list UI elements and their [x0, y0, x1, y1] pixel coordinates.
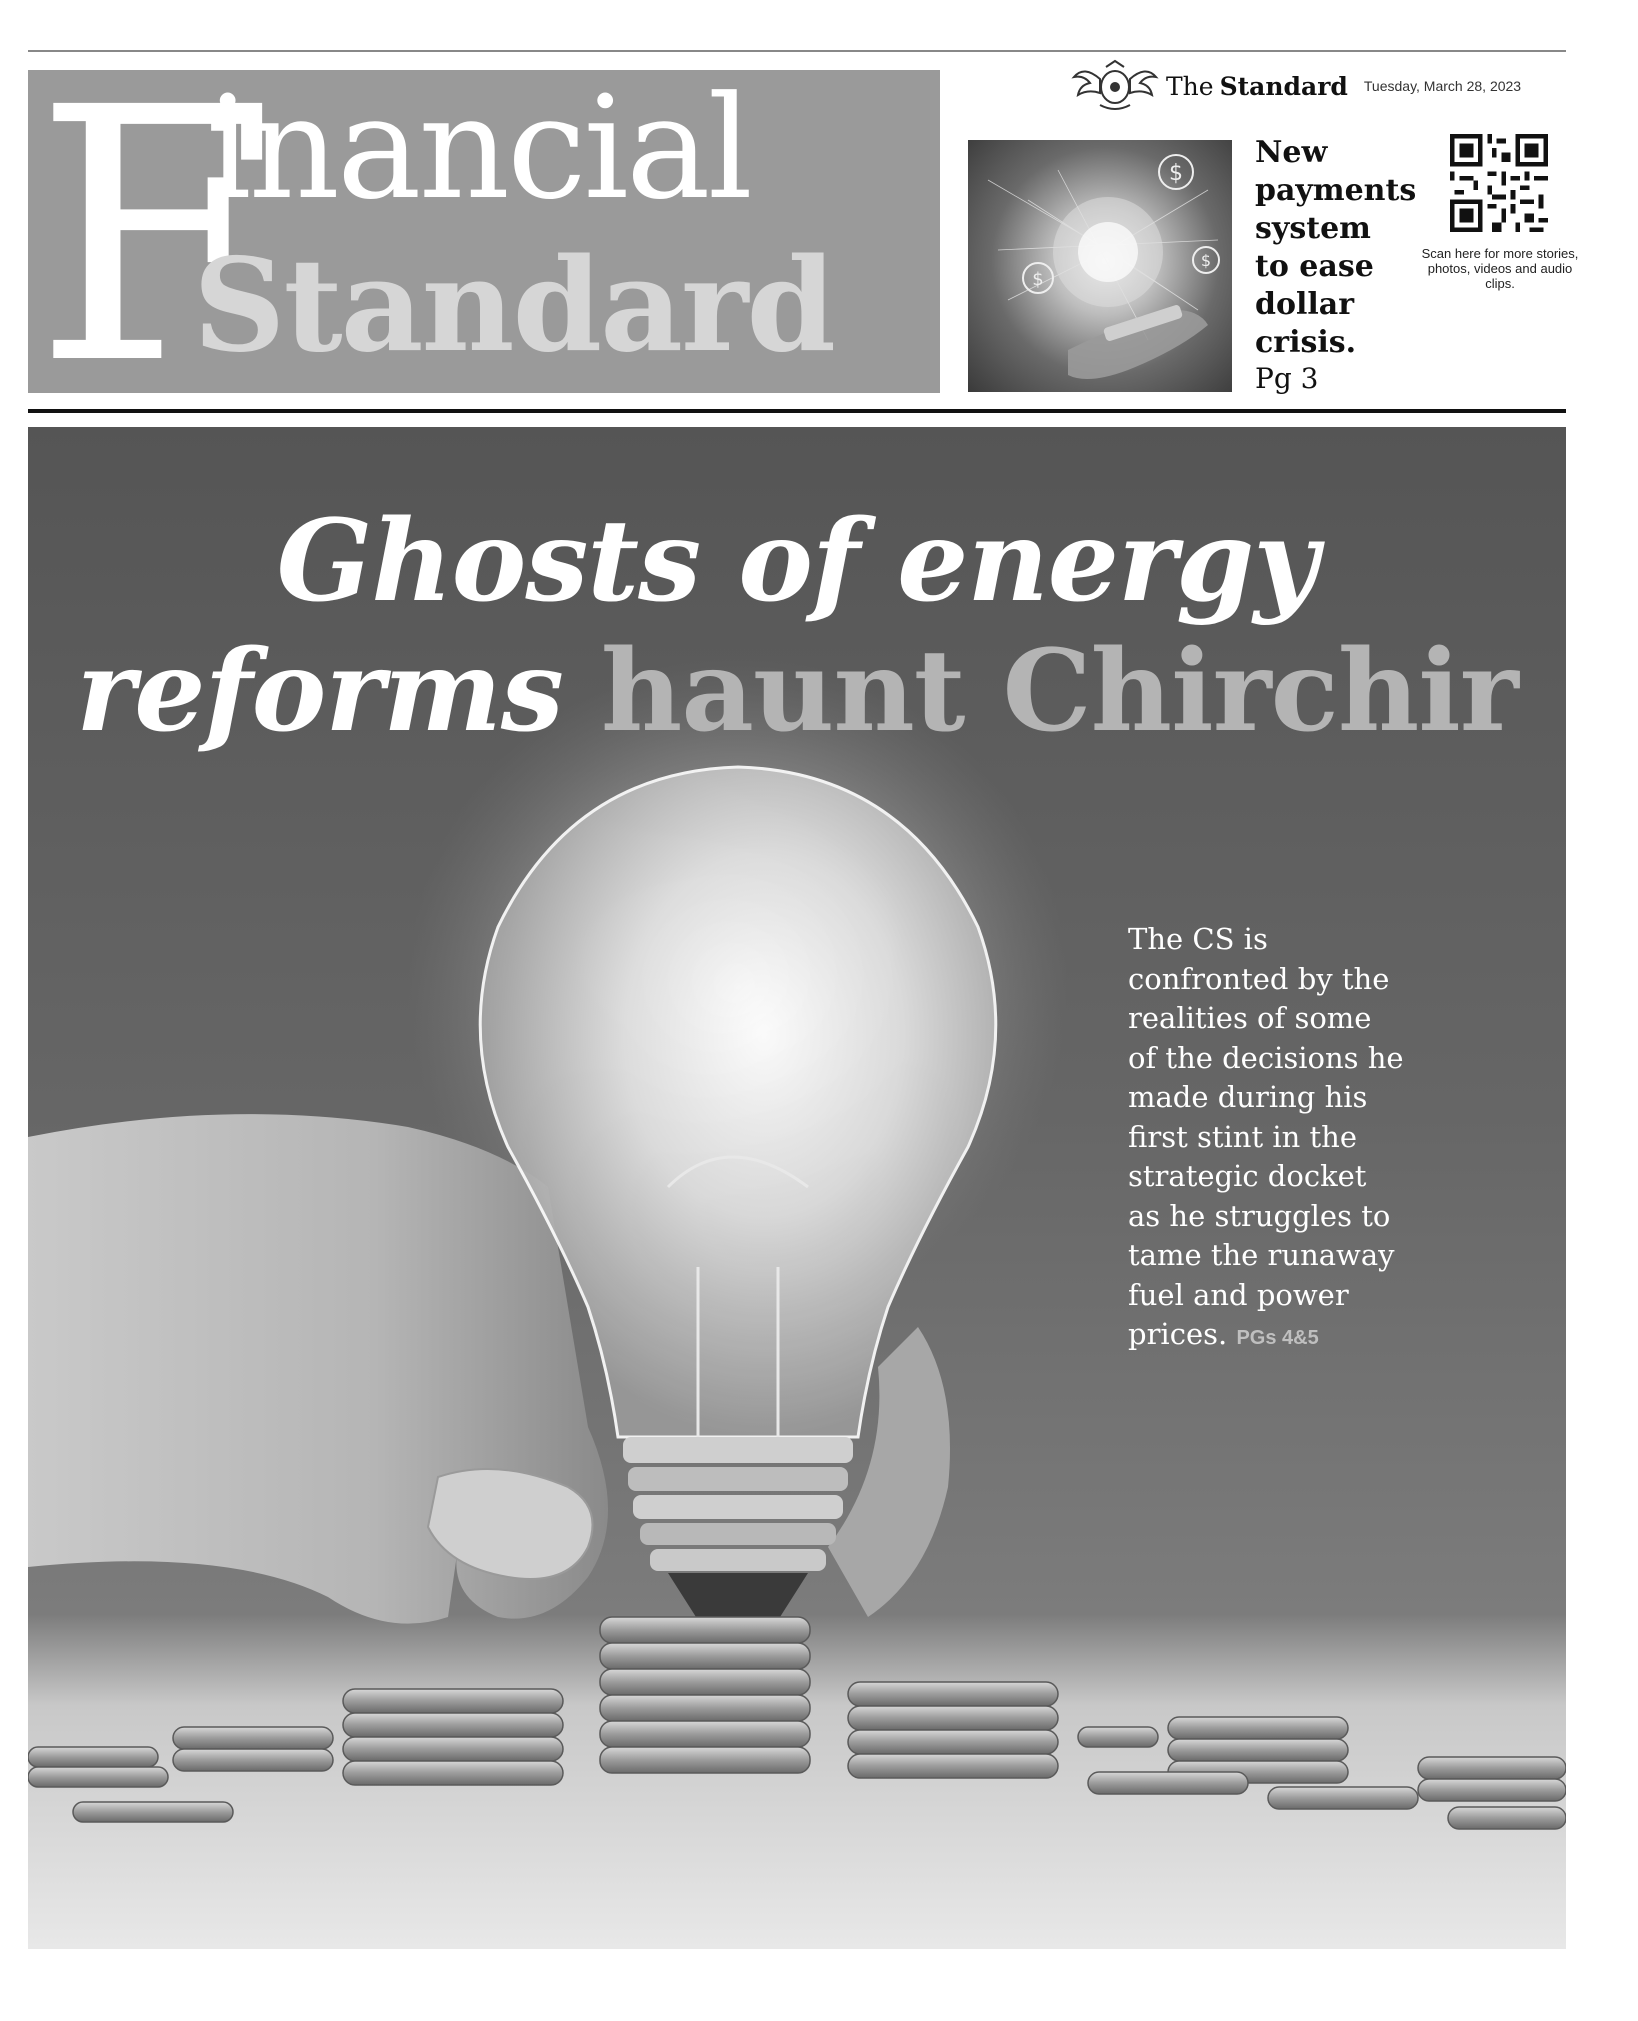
- svg-text:$: $: [1032, 269, 1044, 290]
- blurb-line: made during his: [1128, 1080, 1368, 1114]
- masthead-standard: Standard: [193, 231, 834, 381]
- cover-headline-line-1: Ghosts of energy: [276, 496, 1318, 627]
- qr-caption: Scan here for more stories, photos, videos and audio clips.: [1421, 246, 1579, 291]
- svg-text:$: $: [1169, 161, 1183, 186]
- blurb-line: of the decisions he: [1128, 1040, 1404, 1075]
- cover-blurb: [1128, 920, 1458, 1359]
- teaser-headline-line: payments: [1255, 173, 1417, 208]
- blurb-line: first stint in the: [1128, 1119, 1357, 1154]
- teaser-image[interactable]: [968, 140, 1232, 392]
- blurb-line: fuel and power: [1128, 1277, 1349, 1312]
- section-rule: [28, 409, 1566, 413]
- cover-headline-line-2: [28, 627, 1566, 757]
- blurb-line: The CS is: [1128, 922, 1268, 956]
- brand-name: Standard: [1219, 71, 1348, 101]
- teaser-headline-line: dollar: [1255, 287, 1355, 322]
- globe-currency-image: [968, 140, 1232, 392]
- top-rule: [28, 50, 1566, 52]
- publication-brand: [1070, 58, 1521, 114]
- teaser-page-ref[interactable]: Pg 3: [1255, 362, 1319, 395]
- blurb-line: strategic docket: [1128, 1159, 1367, 1193]
- blurb-last-word: prices.: [1128, 1317, 1228, 1351]
- blurb-line: as he struggles to: [1128, 1198, 1391, 1233]
- blurb-line: realities of some: [1128, 1001, 1372, 1035]
- qr-code-icon[interactable]: [1450, 134, 1548, 232]
- crest-icon: [1070, 59, 1160, 113]
- cover-headline[interactable]: [28, 497, 1566, 757]
- issue-date: Tuesday, March 28, 2023: [1363, 78, 1522, 94]
- masthead-financial: inancial: [206, 70, 750, 231]
- blurb-line: [1128, 1315, 1458, 1359]
- page-reference[interactable]: PGs 4&5: [1236, 1327, 1319, 1349]
- blurb-line: confronted by the: [1128, 961, 1390, 996]
- svg-text:$: $: [1200, 251, 1212, 270]
- cover-headline-italic: reforms: [76, 626, 563, 757]
- teaser-headline-line: to ease: [1255, 249, 1374, 284]
- masthead: [28, 70, 940, 393]
- brand-the: The: [1166, 71, 1214, 101]
- teaser-headline-line: crisis.: [1255, 325, 1357, 360]
- teaser-headline-line: New: [1255, 135, 1328, 170]
- teaser-headline-line: system: [1255, 211, 1371, 246]
- cover-story[interactable]: [28, 427, 1566, 1949]
- blurb-line: tame the runaway: [1128, 1238, 1395, 1272]
- masthead-f: F: [34, 70, 271, 393]
- cover-headline-gray: haunt Chirchir: [600, 626, 1518, 757]
